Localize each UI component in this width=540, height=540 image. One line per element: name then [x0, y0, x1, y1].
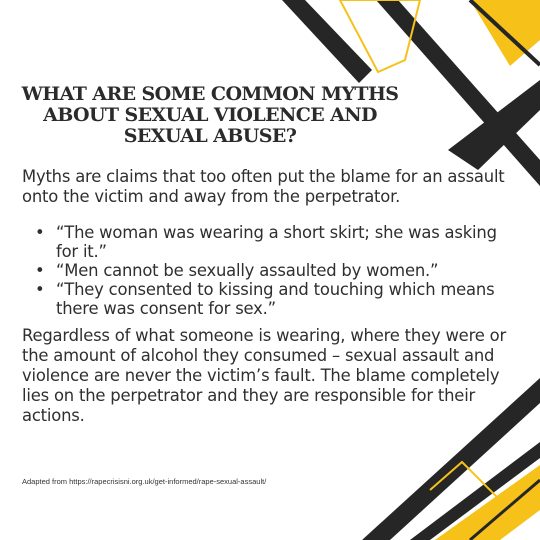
main-content — [22, 167, 512, 426]
source-attribution: Adapted from https://rapecrisisni.org.uk/get-informed/rape-sexual-assault/ — [22, 477, 267, 486]
bullet-icon: • — [35, 280, 45, 299]
intro-paragraph: Myths are claims that too often put the blame for an assault onto the victim and away from the perpetrator. — [22, 167, 505, 206]
top-dark-stripe-1 — [282, 0, 372, 83]
bullet-icon: • — [35, 261, 45, 280]
myths-list — [22, 223, 512, 318]
myth-item — [22, 280, 512, 318]
myth-item — [22, 223, 512, 261]
myth-text: “Men cannot be sexually assaulted by women.” — [56, 261, 439, 280]
myth-text: “The woman was wearing a short skirt; she was asking for it.” — [56, 223, 497, 261]
title-line-2: ABOUT SEXUAL VIOLENCE AND — [43, 104, 377, 126]
page-title — [10, 84, 410, 147]
title-line-3: SEXUAL ABUSE? — [123, 125, 297, 147]
myth-text: “They consented to kissing and touching which means there was consent for sex.” — [56, 280, 495, 318]
title-line-1: WHAT ARE SOME COMMON MYTHS — [21, 83, 399, 105]
bullet-icon: • — [35, 223, 45, 242]
myth-item — [22, 261, 512, 280]
closing-paragraph: Regardless of what someone is wearing, where they were or the amount of alcohol they consumed – sexual assault and violence are never the victim’s fault. The blame completely lies on the perpetrator and they are responsible for their actions. — [22, 326, 507, 425]
